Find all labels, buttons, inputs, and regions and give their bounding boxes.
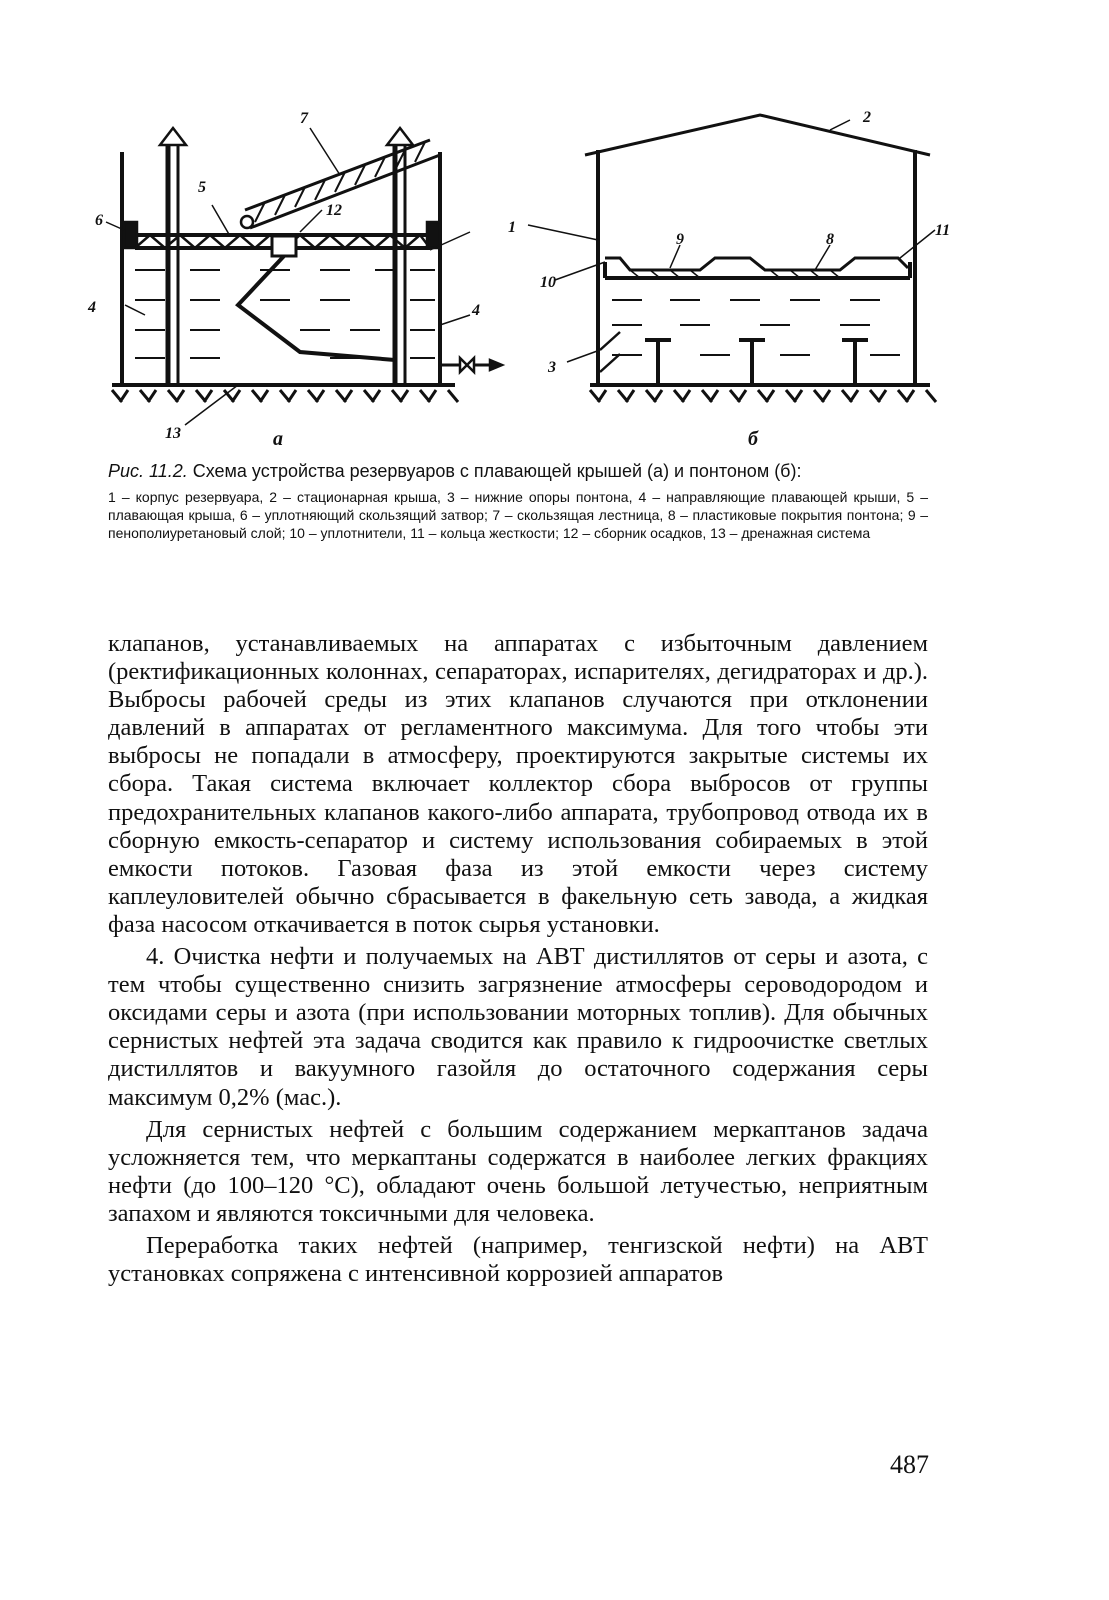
subfigure-label-b: б	[748, 428, 758, 450]
label-12: 12	[326, 202, 342, 219]
label-6: 6	[95, 212, 103, 229]
paragraph-2: 4. Очистка нефти и получаемых на АВТ дистиллятов от серы и азота, с тем чтобы существенно снизить загрязнение атмосферы сероводородом и оксидами серы и азота (при использовании моторных топлив). Для обычных сернистых нефтей эта задача сводится как правило к гидроочистке светлых дистиллятов и вакуумного газойля до остаточного содержания серы максимум 0,2% (мас.).	[108, 943, 928, 1111]
label-13: 13	[165, 425, 181, 442]
paragraph-4: Переработка таких нефтей (например, тенгизской нефти) на АВТ установках сопряжена с интенсивной коррозией аппаратов	[108, 1231, 928, 1288]
label-3: 3	[548, 359, 556, 376]
label-10: 10	[540, 274, 556, 291]
floating-roof-tank-diagram	[106, 128, 502, 425]
subfigure-label-a: а	[273, 428, 283, 450]
tank-schematic-figure	[0, 0, 1109, 460]
label-1-left: 1	[508, 219, 516, 236]
caption-legend: 1 – корпус резервуара, 2 – стационарная крыша, 3 – нижние опоры понтона, 4 – направляющие плавающей крыши, 5 – плавающая крыша, 6 – уплотняющий скользящий затвор; 7 – скользящая лестница, 8 – пластиковые покрытия понтона; 9 – пенополиуретановый слой; 10 – уплотнители, 11 – кольца жесткости; 12 – сборник осадков, 13 – дренажная система	[108, 489, 928, 541]
label-2: 2	[863, 109, 871, 126]
figure-caption	[108, 460, 928, 542]
caption-label: Рис. 11.2.	[108, 461, 188, 481]
caption-title	[108, 460, 928, 482]
label-11: 11	[935, 222, 951, 239]
label-4-left: 4	[88, 299, 96, 316]
label-4-right: 4	[472, 302, 480, 319]
label-8: 8	[826, 231, 834, 248]
label-5: 5	[198, 179, 206, 196]
caption-title-text: Схема устройства резервуаров с плавающей крышей (а) и понтоном (б):	[192, 461, 802, 481]
paragraph-3: Для сернистых нефтей с большим содержанием меркаптанов задача усложняется тем, что меркаптаны содержатся в наиболее легких фракциях нефти (до 100–120 °С), обладают очень большой летучестью, неприятным запахом и являются токсичными для человека.	[108, 1115, 928, 1227]
pontoon-tank-diagram	[528, 115, 936, 402]
label-9: 9	[676, 231, 684, 248]
body-text	[108, 630, 928, 1288]
label-7: 7	[300, 110, 308, 127]
paragraph-1: клапанов, устанавливаемых на аппаратах с избыточным давлением (ректификационных колоннах, сепараторах, испарителях, дегидраторах и др.). Выбросы рабочей среды из этих клапанов случаются при отклонении давлений в аппаратах от регламентного максимума. Для того чтобы эти выбросы не попадали в атмосферу, проектируются закрытые системы их сбора. Такая система включает коллектор сбора выбросов от группы предохранительных клапанов какого-либо аппарата, трубопровод отвода их в сборную емкость-сепаратор и систему использования собираемых в этой емкости потоков. Газовая фаза из этой емкости через систему каплеуловителей обычно сбрасывается в факельную сеть завода, а жидкая фаза насосом откачивается в поток сырья установки.	[108, 630, 928, 938]
page-number: 487	[890, 1450, 929, 1479]
